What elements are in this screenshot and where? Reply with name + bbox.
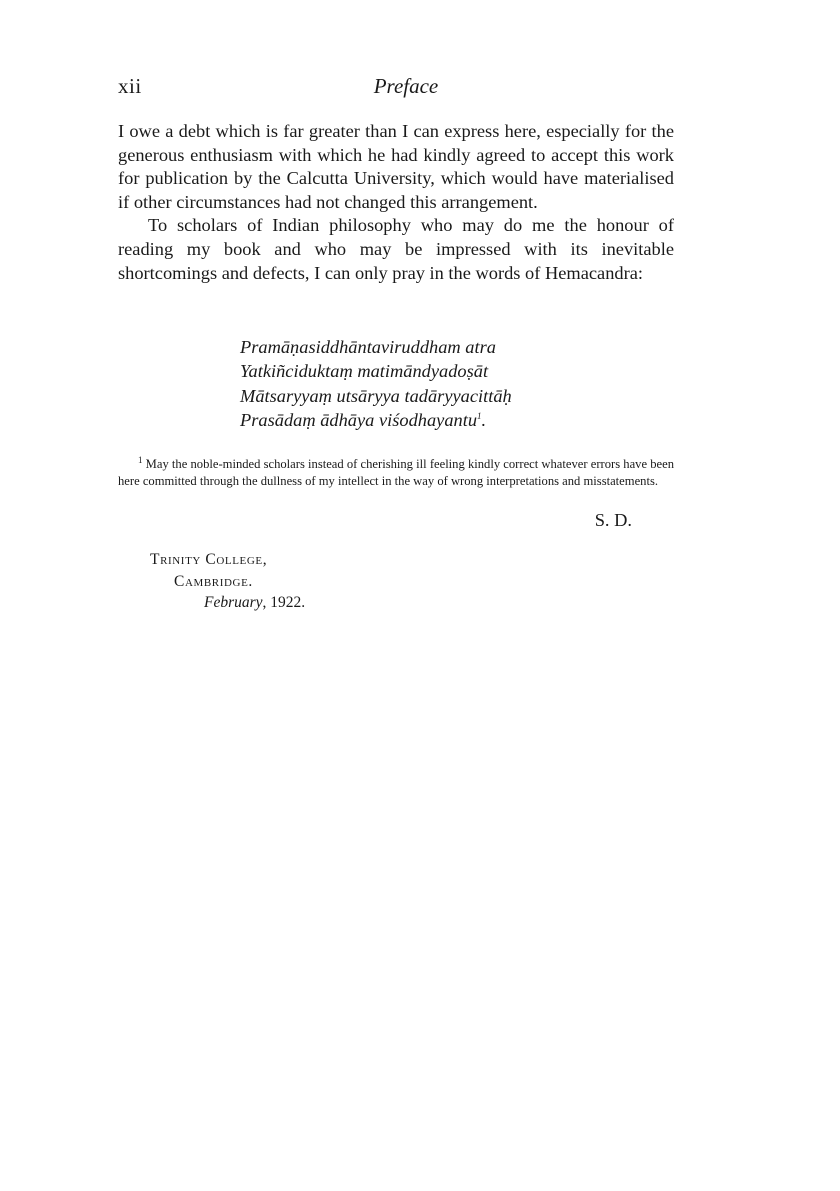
address-date	[150, 592, 305, 614]
verse-line-1: Pramāṇasiddhāntaviruddham atra	[240, 337, 496, 357]
footnote	[118, 456, 674, 490]
address-college: Trinity College,	[150, 551, 268, 568]
page-number: xii	[118, 74, 142, 98]
author-initials: S. D.	[594, 510, 632, 530]
verse-line-2: Yatkiñciduktaṃ matimāndyadoṣāt	[240, 361, 489, 382]
verse-line-4-text: Prasādaṃ ādhāya viśodhayantu	[240, 410, 478, 431]
body-text	[118, 120, 674, 285]
sanskrit-verse	[240, 335, 512, 433]
page-header	[118, 74, 674, 104]
verse-footnote-marker: 1	[477, 411, 482, 422]
footnote-text: May the noble-minded scholars instead of cherishing ill feeling kindly correct whatever errors have been here committed through the dullness of my intellect in the way of wrong interpretations and misstatements.	[118, 457, 674, 488]
verse-line-4-end: .	[481, 410, 487, 431]
verse-line-3: Mātsaryyaṃ utsāryya tadāryyacittāḥ	[240, 385, 512, 406]
footnote-marker: 1	[138, 454, 143, 465]
paragraph-2: To scholars of Indian philosophy who may do me the honour of reading my book and who may be impressed with its inevitable shortcomings and defects, I can only pray in the words of Hemacandra:	[118, 215, 674, 283]
paragraph-1: I owe a debt which is far greater than I can express here, especially for the generous enthusiasm with which he had kindly agreed to accept this work for publication by the Calcutta University, which would have materialised if other circumstances had not changed this arrangement.	[118, 121, 674, 212]
footnote-body	[118, 456, 674, 490]
date-month: February	[204, 594, 263, 611]
signature-address	[150, 549, 305, 614]
running-title: Preface	[373, 74, 439, 98]
verse-line-4	[240, 408, 512, 432]
address-city: Cambridge.	[174, 572, 253, 590]
date-year: , 1922.	[262, 594, 306, 611]
